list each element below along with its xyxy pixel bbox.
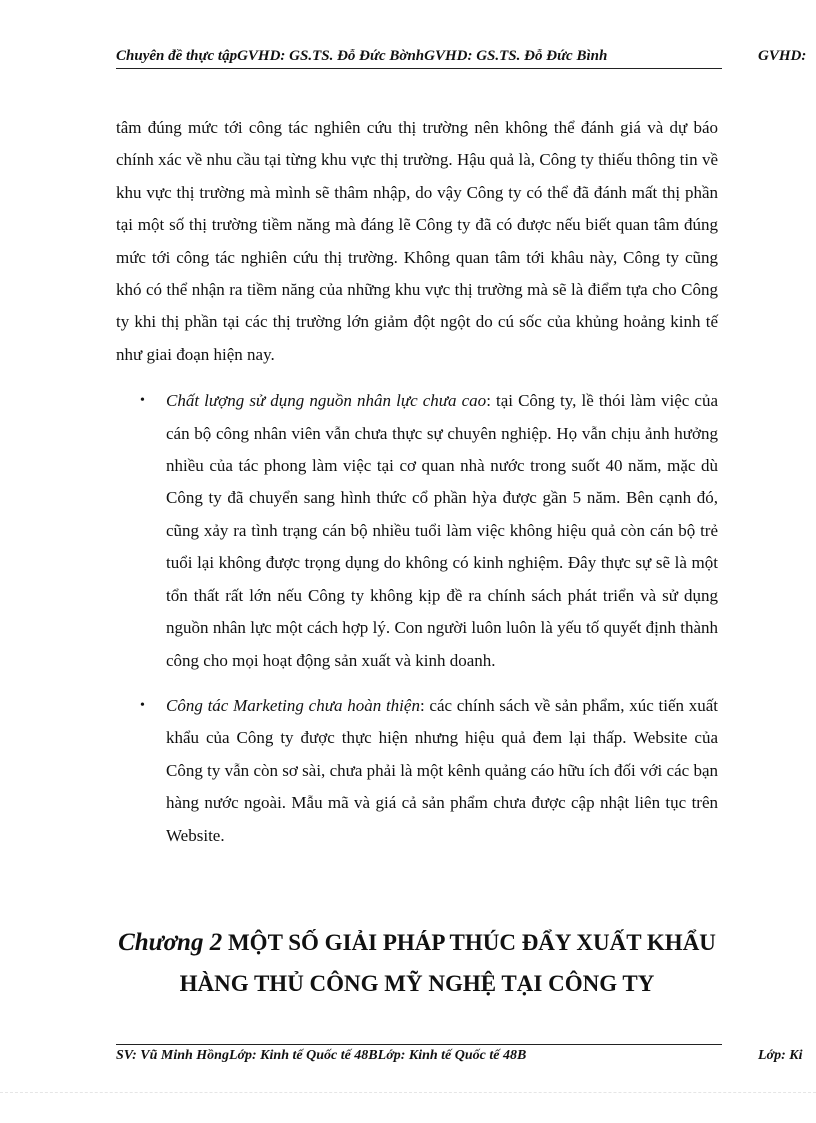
bullet-term: Chất lượng sử dụng nguồn nhân lực chưa cao [166,391,487,411]
bullet-item-human-resources [116,385,718,677]
footer-right-text: Lớp: Ki [758,1048,803,1063]
page-bottom-edge [0,1092,816,1093]
footer-left-text: SV: Vũ Minh HồngLớp: Kinh tế Quốc tế 48BLớp: Kinh tế Quốc tế 48B [116,1048,527,1063]
bullet-term: Công tác Marketing chưa hoàn thiện [166,695,420,715]
page-body [116,112,718,852]
header-left-text: Chuyên đề thực tậpGVHD: GS.TS. Đỗ Đức BờnhGVHD: GS.TS. Đỗ Đức Bình [116,48,608,64]
bullet-dot-icon: • [140,697,145,713]
bullet-text: : tại Công ty, lề thói làm việc của cán bộ công nhân viên vẫn chưa thực sự chuyên nghiệp. Họ vẫn chịu ảnh hưởng nhiều của tác phong làm việc tại cơ quan nhà nước trong suốt 40 năm, mặc dù Công ty đã chuyển sang hình thức cổ phần hỳa được gần 5 năm. Bên cạnh đó, cũng xảy ra tình trạng cán bộ nhiều tuổi làm việc không hiệu quả còn cán bộ trẻ tuổi lại không được trọng dụng do không có kinh nghiệm. Đây thực sự sẽ là một tổn thất rất lớn nếu Công ty không kịp đề ra chính sách phát triển và sử dụng nguồn nhân lực một cách hợp lý. Con người luôn luôn là yếu tố quyết định thành công cho mọi hoạt động sản xuất và kinh doanh. [166,391,718,670]
page-footer [116,1048,816,1070]
body-paragraph: tâm đúng mức tới công tác nghiên cứu thị trường nên không thể đánh giá và dự báo chính xác về nhu cầu tại từng khu vực thị trường. Hậu quả là, Công ty thiếu thông tin về khu vực thị trường mà mình sẽ thâm nhập, do vậy Công ty có thể đã đánh mất thị phần tại một số thị trường tiềm năng mà đáng lẽ Công ty đã có được nếu biết quan tâm đúng mức tới công tác nghiên cứu thị trường. Không quan tâm tới khâu này, Công ty cũng khó có thể nhận ra tiềm năng của những khu vực thị trường mà sẽ là điểm tựa cho Công ty khi thị phần tại các thị trường lớn giảm đột ngột do cú sốc của khủng hoảng kinh tế như giai đoạn hiện nay. [116,118,718,364]
bullet-item-marketing [116,690,718,852]
bullet-dot-icon: • [140,393,145,409]
chapter-heading [116,922,718,1004]
chapter-title: MỘT SỐ GIẢI PHÁP THÚC ĐẨY XUẤT KHẨU HÀNG THỦ CÔNG MỸ NGHỆ TẠI CÔNG TY [179,930,716,996]
bullet-text: : các chính sách về sản phẩm, xúc tiến xuất khẩu của Công ty được thực hiện nhưng hiệu quả đem lại thấp. Website của Công ty vẫn còn sơ sài, chưa phải là một kênh quảng cáo hữu ích đối với các bạn hàng nước ngoài. Mẫu mã và giá cả sản phẩm chưa được cập nhật liên tục trên Website. [166,695,718,845]
page-header [116,48,816,70]
header-right-text: GVHD: [758,48,807,64]
bullet-list [116,385,718,852]
chapter-label: Chương 2 [118,929,223,956]
footer-rule [116,1044,722,1045]
header-rule [116,68,722,69]
